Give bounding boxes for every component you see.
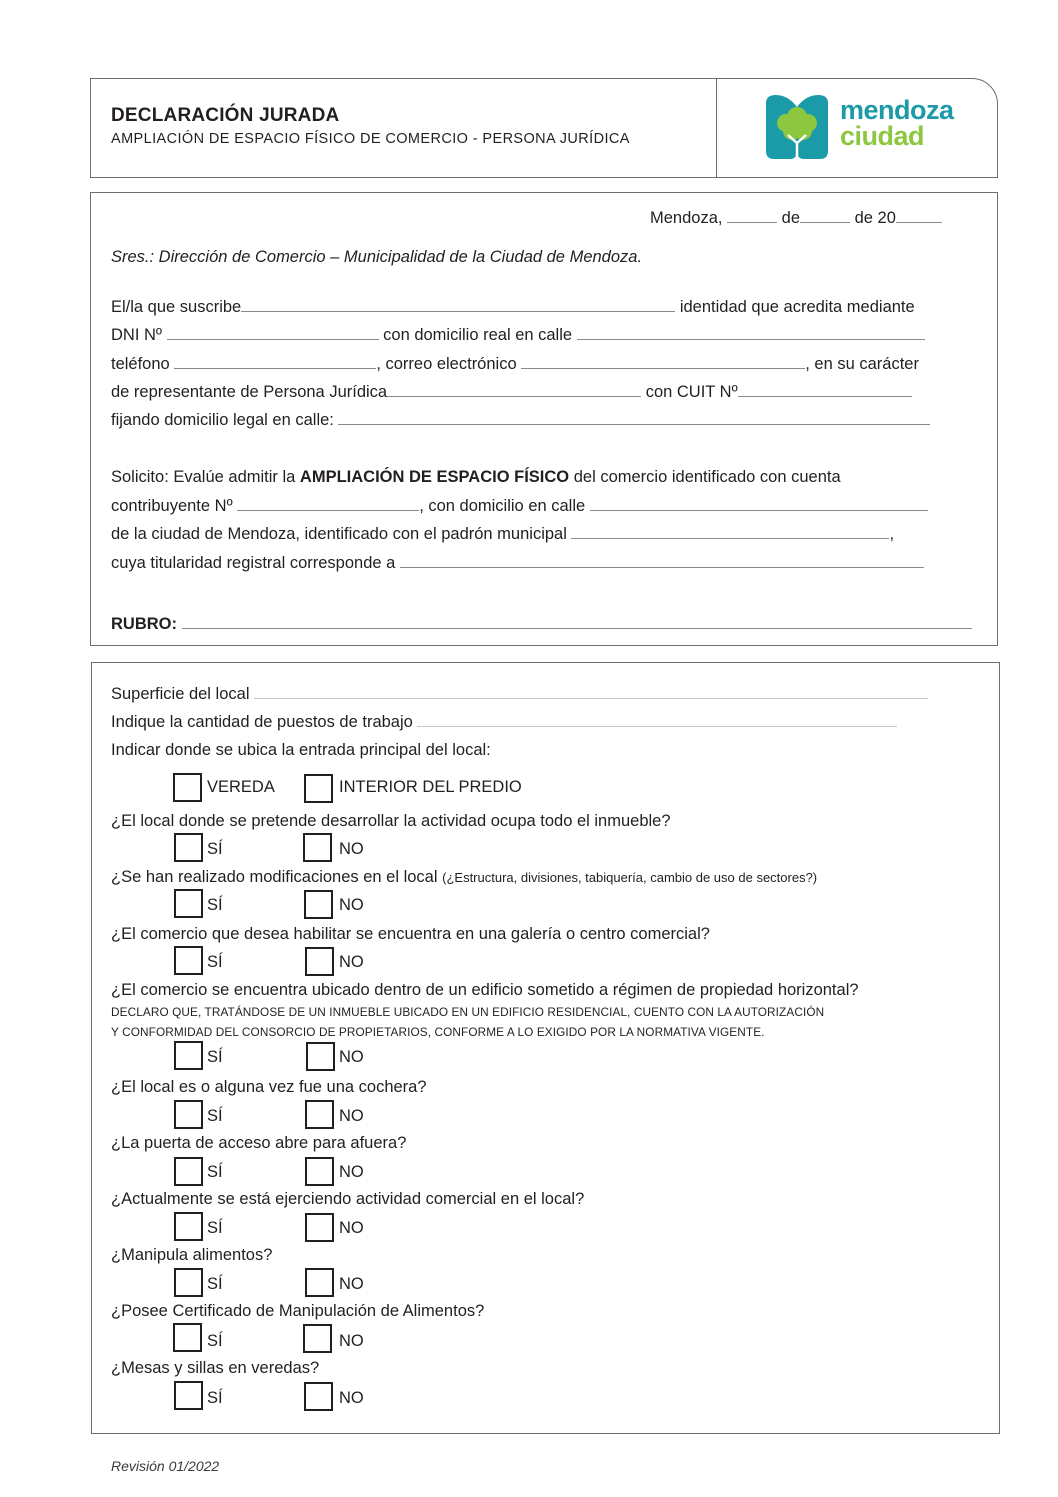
q3-yes-checkbox[interactable] — [174, 946, 203, 975]
document-title: DECLARACIÓN JURADA — [111, 105, 340, 126]
tree-m-logo-icon — [762, 93, 832, 161]
date-line: Mendoza, de de 20 — [650, 207, 942, 229]
q9-yes-label: SÍ — [207, 1332, 223, 1350]
rubro-line: RUBRO: — [111, 613, 972, 635]
year-field[interactable] — [896, 208, 942, 223]
real-address-field[interactable] — [577, 325, 925, 340]
q1-no-checkbox[interactable] — [303, 833, 332, 862]
paragraph1-line1: El/la que suscribe identidad que acredita mediante — [111, 298, 915, 316]
question-4: ¿El comercio se encuentra ubicado dentro de un edificio sometido a régimen de propiedad horizontal? — [111, 981, 859, 999]
paragraph1-line3: teléfono , correo electrónico , en su carácter — [111, 355, 919, 373]
logo-text-ciudad: ciudad — [840, 121, 925, 151]
declaration-line-1: DECLARO QUE, TRATÁNDOSE DE UN INMUEBLE UBICADO EN UN EDIFICIO RESIDENCIAL, CUENTO CON LA AUTORIZACIÓN — [111, 1005, 825, 1019]
question-7: ¿Actualmente se está ejerciendo actividad comercial en el local? — [111, 1190, 585, 1208]
q1-no-label: NO — [339, 840, 364, 858]
mendoza-ciudad-logo — [762, 93, 972, 163]
paragraph2-line3: de la ciudad de Mendoza, identificado con el padrón municipal , — [111, 525, 895, 543]
q10-yes-label: SÍ — [207, 1389, 223, 1407]
cuit-field[interactable] — [738, 382, 912, 397]
phone-field[interactable] — [174, 354, 376, 369]
question-10: ¿Mesas y sillas en veredas? — [111, 1359, 320, 1377]
paragraph2-line1: Solicito: Evalúe admitir la AMPLIACIÓN DE ESPACIO FÍSICO del comercio identificado con cuenta — [111, 468, 841, 486]
question-3: ¿El comercio que desea habilitar se encuentra en una galería o centro comercial? — [111, 925, 710, 943]
entrance-interior-label: INTERIOR DEL PREDIO — [339, 778, 522, 796]
paragraph1-line4: de representante de Persona Jurídica con CUIT Nº — [111, 381, 912, 403]
q6-yes-checkbox[interactable] — [174, 1157, 203, 1186]
email-field[interactable] — [521, 354, 805, 369]
dni-field[interactable] — [167, 325, 379, 340]
jobs-line: Indique la cantidad de puestos de trabajo — [111, 711, 897, 733]
logo-text-mendoza: mendoza — [840, 95, 954, 125]
q7-yes-checkbox[interactable] — [174, 1212, 203, 1241]
paragraph2-line4: cuya titularidad registral corresponde a — [111, 552, 924, 574]
q4-yes-label: SÍ — [207, 1048, 223, 1066]
entrance-vereda-checkbox[interactable] — [173, 773, 202, 802]
q2-yes-label: SÍ — [207, 896, 223, 914]
header-divider — [716, 78, 717, 178]
registered-owner-field[interactable] — [400, 553, 924, 568]
q4-no-label: NO — [339, 1048, 364, 1066]
q2-yes-checkbox[interactable] — [174, 889, 203, 918]
surface-field[interactable] — [254, 684, 928, 699]
entrance-vereda-label: VEREDA — [207, 778, 275, 796]
q6-no-label: NO — [339, 1163, 364, 1181]
q9-yes-checkbox[interactable] — [173, 1323, 202, 1352]
q10-no-label: NO — [339, 1389, 364, 1407]
q4-no-checkbox[interactable] — [306, 1042, 335, 1071]
rubro-field[interactable] — [182, 614, 972, 629]
q7-no-checkbox[interactable] — [305, 1213, 334, 1242]
q1-yes-checkbox[interactable] — [174, 833, 203, 862]
signer-name-field[interactable] — [241, 297, 675, 312]
question-2: ¿Se han realizado modificaciones en el local (¿Estructura, divisiones, tabiquería, cambio de uso de sectores?) — [111, 868, 818, 886]
q9-no-checkbox[interactable] — [303, 1324, 332, 1353]
entrance-interior-checkbox[interactable] — [304, 774, 333, 803]
legal-entity-field[interactable] — [387, 382, 641, 397]
paragraph2-line2: contribuyente Nº , con domicilio en calle — [111, 495, 928, 517]
month-field[interactable] — [800, 208, 850, 223]
q8-yes-checkbox[interactable] — [174, 1268, 203, 1297]
q7-no-label: NO — [339, 1219, 364, 1237]
q2-no-checkbox[interactable] — [304, 890, 333, 919]
q9-no-label: NO — [339, 1332, 364, 1350]
revision-footer: Revisión 01/2022 — [111, 1458, 220, 1474]
paragraph1-line5: fijando domicilio legal en calle: — [111, 409, 930, 431]
q10-yes-checkbox[interactable] — [174, 1381, 203, 1410]
taxpayer-account-field[interactable] — [237, 496, 419, 511]
question-6: ¿La puerta de acceso abre para afuera? — [111, 1134, 407, 1152]
addressee: Sres.: Dirección de Comercio – Municipalidad de la Ciudad de Mendoza. — [111, 248, 643, 266]
q3-no-checkbox[interactable] — [305, 947, 334, 976]
q5-yes-label: SÍ — [207, 1107, 223, 1125]
surface-line: Superficie del local — [111, 683, 928, 705]
declaration-line-2: Y CONFORMIDAD DEL CONSORCIO DE PROPIETARIOS, CONFORME A LO EXIGIDO POR LA NORMATIVA VIGENTE. — [111, 1025, 765, 1039]
business-address-field[interactable] — [590, 496, 928, 511]
entrance-question: Indicar donde se ubica la entrada principal del local: — [111, 741, 491, 759]
jobs-field[interactable] — [417, 712, 897, 727]
q8-no-label: NO — [339, 1275, 364, 1293]
q7-yes-label: SÍ — [207, 1219, 223, 1237]
q6-yes-label: SÍ — [207, 1163, 223, 1181]
municipal-register-field[interactable] — [571, 524, 889, 539]
q1-yes-label: SÍ — [207, 840, 223, 858]
paragraph1-line2: DNI Nº con domicilio real en calle — [111, 324, 925, 346]
q5-no-checkbox[interactable] — [305, 1100, 334, 1129]
q2-no-label: NO — [339, 896, 364, 914]
day-field[interactable] — [727, 208, 777, 223]
question-8: ¿Manipula alimentos? — [111, 1246, 273, 1264]
document-subtitle: AMPLIACIÓN DE ESPACIO FÍSICO DE COMERCIO - PERSONA JURÍDICA — [111, 131, 630, 147]
q3-yes-label: SÍ — [207, 953, 223, 971]
q4-yes-checkbox[interactable] — [174, 1041, 203, 1070]
q8-no-checkbox[interactable] — [305, 1268, 334, 1297]
question-9: ¿Posee Certificado de Manipulación de Alimentos? — [111, 1302, 485, 1320]
question-1: ¿El local donde se pretende desarrollar la actividad ocupa todo el inmueble? — [111, 812, 671, 830]
q3-no-label: NO — [339, 953, 364, 971]
q10-no-checkbox[interactable] — [304, 1382, 333, 1411]
q5-no-label: NO — [339, 1107, 364, 1125]
legal-address-field[interactable] — [338, 410, 930, 425]
q8-yes-label: SÍ — [207, 1275, 223, 1293]
q6-no-checkbox[interactable] — [305, 1157, 334, 1186]
question-5: ¿El local es o alguna vez fue una cochera? — [111, 1078, 427, 1096]
q5-yes-checkbox[interactable] — [174, 1100, 203, 1129]
